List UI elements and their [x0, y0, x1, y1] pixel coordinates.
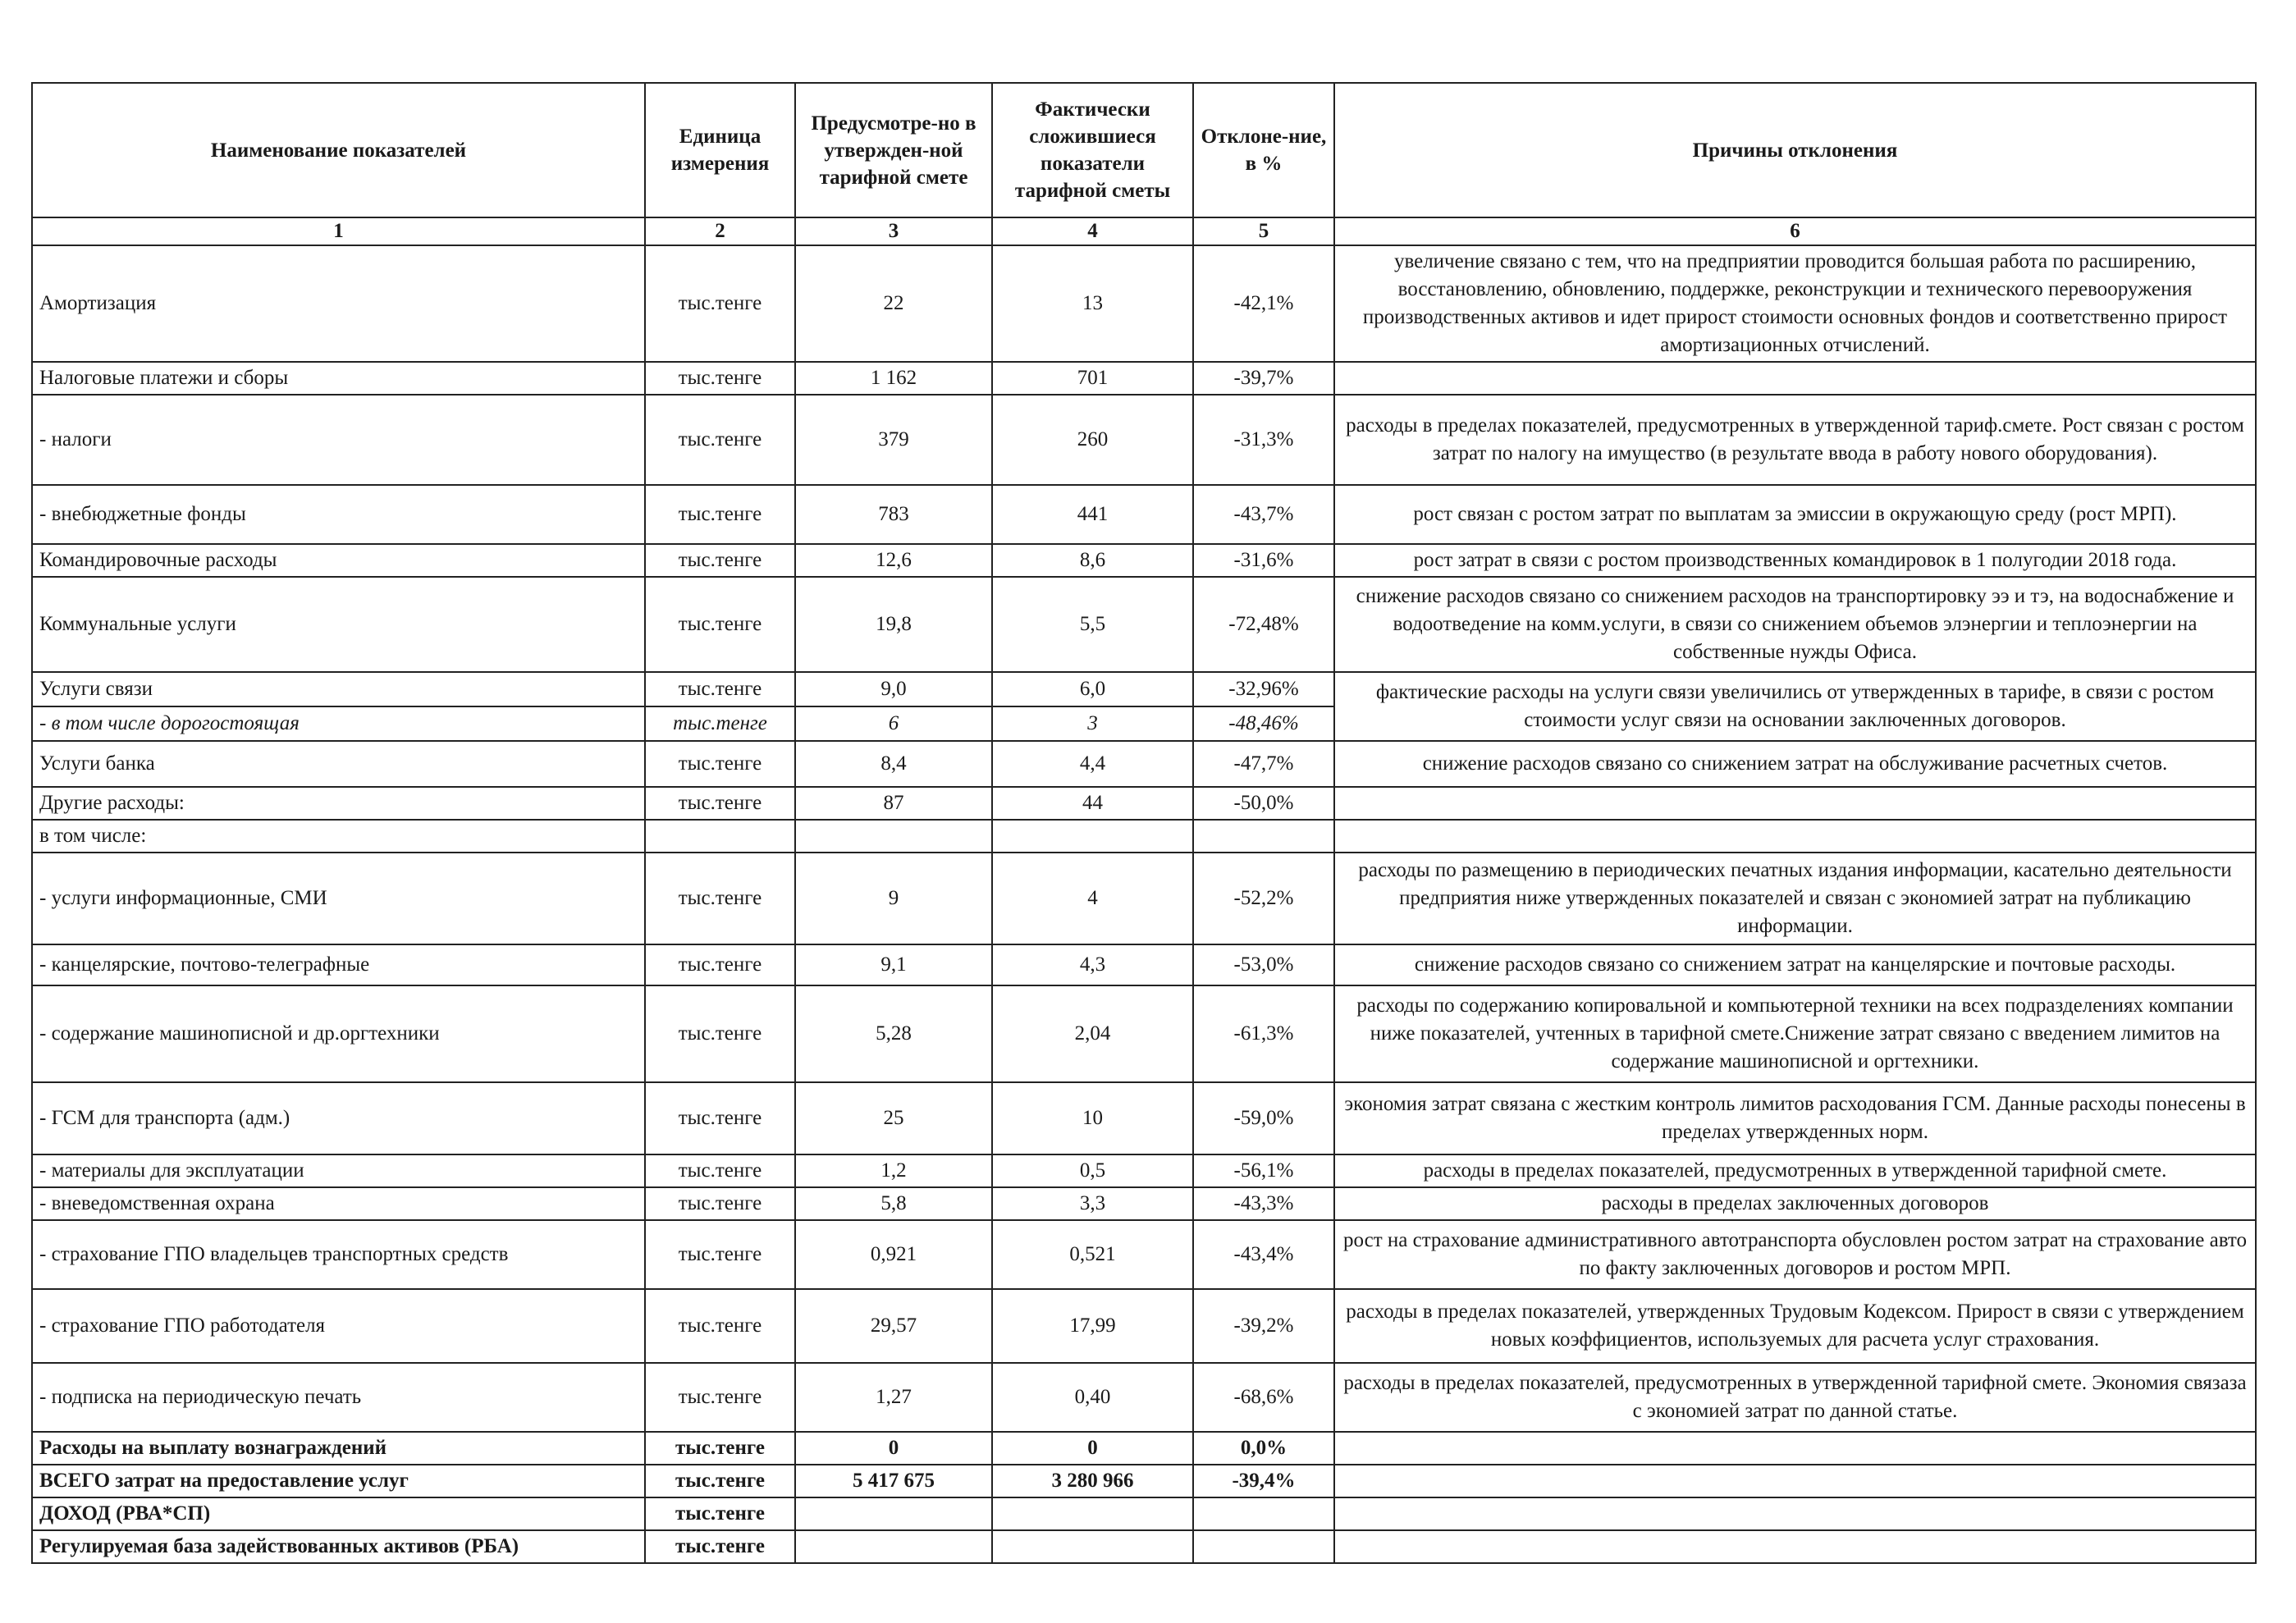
table-row	[32, 1082, 2256, 1154]
row-deviation: 0,0%	[1193, 1432, 1334, 1465]
column-number: 3	[795, 217, 992, 245]
header-planned: Предусмотре-но в утвержден-ной тарифной смете	[795, 83, 992, 217]
row-unit: тыс.тенге	[645, 944, 795, 985]
row-planned: 12,6	[795, 544, 992, 577]
table-row	[32, 362, 2256, 395]
report-sheet	[31, 82, 2255, 1564]
table-row	[32, 1530, 2256, 1563]
table-row	[32, 1432, 2256, 1465]
row-planned: 19,8	[795, 577, 992, 672]
row-actual: 701	[992, 362, 1193, 395]
row-unit: тыс.тенге	[645, 1154, 795, 1187]
row-actual: 3	[992, 706, 1193, 741]
row-planned: 1,27	[795, 1363, 992, 1432]
row-unit: тыс.тенге	[645, 1220, 795, 1289]
row-deviation: -72,48%	[1193, 577, 1334, 672]
row-reason: расходы в пределах показателей, предусмотренных в утвержденной тариф.смете. Рост связан с ростом затрат по налогу на имущество (в результате ввода в работу нового оборудования).	[1334, 395, 2256, 485]
row-deviation: -61,3%	[1193, 985, 1334, 1082]
row-planned: 9,0	[795, 672, 992, 706]
row-reason: расходы по размещению в периодических печатных издания информации, касательно деятельности предприятия ниже утвержденных показателей и связан с экономией затрат на публикацию информации.	[1334, 853, 2256, 944]
row-planned: 8,4	[795, 741, 992, 787]
row-unit: тыс.тенге	[645, 985, 795, 1082]
row-unit: тыс.тенге	[645, 485, 795, 544]
row-actual: 3,3	[992, 1187, 1193, 1220]
row-reason: рост связан с ростом затрат по выплатам за эмиссии в окружающую среду (рост МРП).	[1334, 485, 2256, 544]
row-unit: тыс.тенге	[645, 577, 795, 672]
table-row	[32, 1363, 2256, 1432]
table-row	[32, 820, 2256, 853]
row-unit: тыс.тенге	[645, 853, 795, 944]
row-name: - внебюджетные фонды	[32, 485, 645, 544]
row-planned	[795, 1530, 992, 1563]
row-deviation: -39,4%	[1193, 1465, 1334, 1497]
header-reasons: Причины отклонения	[1334, 83, 2256, 217]
row-actual: 10	[992, 1082, 1193, 1154]
table-row	[32, 245, 2256, 362]
row-name: Расходы на выплату вознаграждений	[32, 1432, 645, 1465]
row-unit	[645, 820, 795, 853]
row-planned: 6	[795, 706, 992, 741]
row-name: в том числе:	[32, 820, 645, 853]
row-reason: увеличение связано с тем, что на предприятии проводится большая работа по расширению, восстановлению, обновлению, поддержке, реконструкции и технического перевооружения производственных активов и идет прирост стоимости основных фондов и соответственно прирост амортизационных отчислений.	[1334, 245, 2256, 362]
row-name: - подписка на периодическую печать	[32, 1363, 645, 1432]
table-row	[32, 485, 2256, 544]
row-unit: тыс.тенге	[645, 787, 795, 820]
table-row	[32, 672, 2256, 706]
row-reason	[1334, 820, 2256, 853]
row-unit: тыс.тенге	[645, 1432, 795, 1465]
row-unit: тыс.тенге	[645, 362, 795, 395]
row-actual	[992, 820, 1193, 853]
row-unit: тыс.тенге	[645, 1082, 795, 1154]
row-deviation: -59,0%	[1193, 1082, 1334, 1154]
row-unit: тыс.тенге	[645, 1289, 795, 1363]
row-reason: расходы в пределах показателей, предусмотренных в утвержденной тарифной смете.	[1334, 1154, 2256, 1187]
row-actual: 8,6	[992, 544, 1193, 577]
row-reason: экономия затрат связана с жестким контроль лимитов расходования ГСМ. Данные расходы понесены в пределах утвержденных норм.	[1334, 1082, 2256, 1154]
row-planned: 379	[795, 395, 992, 485]
row-deviation: -53,0%	[1193, 944, 1334, 985]
row-reason: расходы в пределах показателей, предусмотренных в утвержденной тарифной смете. Экономия связаза с экономией затрат по данной статье.	[1334, 1363, 2256, 1432]
row-actual: 3 280 966	[992, 1465, 1193, 1497]
row-deviation: -43,7%	[1193, 485, 1334, 544]
row-deviation: -31,6%	[1193, 544, 1334, 577]
row-reason: снижение расходов связано со снижением затрат на канцелярские и почтовые расходы.	[1334, 944, 2256, 985]
row-deviation: -47,7%	[1193, 741, 1334, 787]
row-reason: рост затрат в связи с ростом производственных командировок в 1 полугодии 2018 года.	[1334, 544, 2256, 577]
row-deviation: -39,2%	[1193, 1289, 1334, 1363]
row-unit: тыс.тенге	[645, 1363, 795, 1432]
table-row	[32, 944, 2256, 985]
row-deviation: -50,0%	[1193, 787, 1334, 820]
table-row	[32, 853, 2256, 944]
row-deviation: -48,46%	[1193, 706, 1334, 741]
row-planned: 783	[795, 485, 992, 544]
row-unit: тыс.тенге	[645, 706, 795, 741]
row-name: - ГСМ для транспорта (адм.)	[32, 1082, 645, 1154]
row-name: ВСЕГО затрат на предоставление услуг	[32, 1465, 645, 1497]
row-actual: 260	[992, 395, 1193, 485]
table-row	[32, 1497, 2256, 1530]
table-row	[32, 1465, 2256, 1497]
row-name: - услуги информационные, СМИ	[32, 853, 645, 944]
row-deviation: -68,6%	[1193, 1363, 1334, 1432]
row-actual: 5,5	[992, 577, 1193, 672]
row-deviation: -39,7%	[1193, 362, 1334, 395]
row-unit: тыс.тенге	[645, 395, 795, 485]
row-reason	[1334, 1497, 2256, 1530]
row-reason: снижение расходов связано со снижением затрат на обслуживание расчетных счетов.	[1334, 741, 2256, 787]
row-reason: расходы по содержанию копировальной и компьютерной техники на всех подразделениях компании ниже показателей, учтенных в тарифной смете.Снижение затрат связано с введением лимитов на содержание машинописной и оргтехники.	[1334, 985, 2256, 1082]
row-deviation: -42,1%	[1193, 245, 1334, 362]
row-deviation: -56,1%	[1193, 1154, 1334, 1187]
table-row	[32, 787, 2256, 820]
row-unit: тыс.тенге	[645, 1465, 795, 1497]
row-name: - содержание машинописной и др.оргтехники	[32, 985, 645, 1082]
row-planned: 1 162	[795, 362, 992, 395]
column-number: 2	[645, 217, 795, 245]
row-planned: 87	[795, 787, 992, 820]
row-reason	[1334, 787, 2256, 820]
table-row	[32, 395, 2256, 485]
row-planned: 0	[795, 1432, 992, 1465]
table-row	[32, 1220, 2256, 1289]
row-name: Налоговые платежи и сборы	[32, 362, 645, 395]
row-actual: 44	[992, 787, 1193, 820]
row-planned: 5 417 675	[795, 1465, 992, 1497]
row-planned: 9	[795, 853, 992, 944]
column-number: 6	[1334, 217, 2256, 245]
row-actual: 0,521	[992, 1220, 1193, 1289]
row-name: - в том числе дорогостоящая	[32, 706, 645, 741]
row-actual: 0	[992, 1432, 1193, 1465]
row-planned: 1,2	[795, 1154, 992, 1187]
row-reason: расходы в пределах показателей, утвержденных Трудовым Кодексом. Прирост в связи с утверждением новых коэффициентов, используемых для расчета услуг страхования.	[1334, 1289, 2256, 1363]
row-actual: 441	[992, 485, 1193, 544]
row-actual: 4	[992, 853, 1193, 944]
header-deviation: Отклоне-ние, в %	[1193, 83, 1334, 217]
row-unit: тыс.тенге	[645, 672, 795, 706]
table-row	[32, 1187, 2256, 1220]
row-reason	[1334, 362, 2256, 395]
row-name: - вневедомственная охрана	[32, 1187, 645, 1220]
row-reason: снижение расходов связано со снижением расходов на транспортировку ээ и тэ, на водоснабжение и водоотведение на комм.услуги, в связи со снижением объемов элэнергии и теплоэнергии на собственные нужды Офиса.	[1334, 577, 2256, 672]
column-number: 1	[32, 217, 645, 245]
row-reason	[1334, 1465, 2256, 1497]
row-name: - материалы для эксплуатации	[32, 1154, 645, 1187]
column-number-row	[32, 217, 2256, 245]
row-planned: 29,57	[795, 1289, 992, 1363]
row-unit: тыс.тенге	[645, 741, 795, 787]
row-planned: 5,28	[795, 985, 992, 1082]
row-unit: тыс.тенге	[645, 1187, 795, 1220]
row-name: Регулируемая база задействованных активов (РБА)	[32, 1530, 645, 1563]
row-actual: 4,3	[992, 944, 1193, 985]
row-planned: 0,921	[795, 1220, 992, 1289]
table-row	[32, 741, 2256, 787]
row-reason: расходы в пределах заключенных договоров	[1334, 1187, 2256, 1220]
row-name: - страхование ГПО работодателя	[32, 1289, 645, 1363]
row-planned: 5,8	[795, 1187, 992, 1220]
row-actual: 17,99	[992, 1289, 1193, 1363]
row-deviation: -52,2%	[1193, 853, 1334, 944]
row-deviation	[1193, 1530, 1334, 1563]
row-name: Другие расходы:	[32, 787, 645, 820]
table-row	[32, 1289, 2256, 1363]
table-row	[32, 577, 2256, 672]
table-header-row	[32, 83, 2256, 217]
row-reason: фактические расходы на услуги связи увеличились от утвержденных в тарифе, в связи с ростом стоимости услуг связи на основании заключенных договоров.	[1334, 672, 2256, 741]
header-unit: Единица измерения	[645, 83, 795, 217]
row-name: - налоги	[32, 395, 645, 485]
row-reason	[1334, 1530, 2256, 1563]
row-actual: 0,5	[992, 1154, 1193, 1187]
row-name: Услуги банка	[32, 741, 645, 787]
row-name: Командировочные расходы	[32, 544, 645, 577]
row-actual: 6,0	[992, 672, 1193, 706]
row-name: - канцелярские, почтово-телеграфные	[32, 944, 645, 985]
row-planned: 9,1	[795, 944, 992, 985]
table-row	[32, 1154, 2256, 1187]
row-name: Амортизация	[32, 245, 645, 362]
row-name: Коммунальные услуги	[32, 577, 645, 672]
row-unit: тыс.тенге	[645, 544, 795, 577]
row-name: ДОХОД (РВА*СП)	[32, 1497, 645, 1530]
row-reason: рост на страхование административного автотранспорта обусловлен ростом затрат на страхование авто по факту заключенных договоров и ростом МРП.	[1334, 1220, 2256, 1289]
row-planned	[795, 820, 992, 853]
row-planned: 22	[795, 245, 992, 362]
header-indicator-name: Наименование показателей	[32, 83, 645, 217]
row-unit: тыс.тенге	[645, 1530, 795, 1563]
row-actual: 4,4	[992, 741, 1193, 787]
row-name: - страхование ГПО владельцев транспортных средств	[32, 1220, 645, 1289]
row-deviation: -43,3%	[1193, 1187, 1334, 1220]
row-planned: 25	[795, 1082, 992, 1154]
row-deviation: -43,4%	[1193, 1220, 1334, 1289]
column-number: 4	[992, 217, 1193, 245]
table-row	[32, 544, 2256, 577]
row-reason	[1334, 1432, 2256, 1465]
row-actual	[992, 1497, 1193, 1530]
row-actual: 0,40	[992, 1363, 1193, 1432]
deviation-table	[31, 82, 2257, 1564]
header-actual: Фактически сложившиеся показатели тарифной сметы	[992, 83, 1193, 217]
row-deviation	[1193, 1497, 1334, 1530]
row-actual	[992, 1530, 1193, 1563]
row-actual: 2,04	[992, 985, 1193, 1082]
row-deviation: -32,96%	[1193, 672, 1334, 706]
row-name: Услуги связи	[32, 672, 645, 706]
row-deviation	[1193, 820, 1334, 853]
row-deviation: -31,3%	[1193, 395, 1334, 485]
row-actual: 13	[992, 245, 1193, 362]
table-row	[32, 985, 2256, 1082]
row-planned	[795, 1497, 992, 1530]
row-unit: тыс.тенге	[645, 245, 795, 362]
row-unit: тыс.тенге	[645, 1497, 795, 1530]
column-number: 5	[1193, 217, 1334, 245]
